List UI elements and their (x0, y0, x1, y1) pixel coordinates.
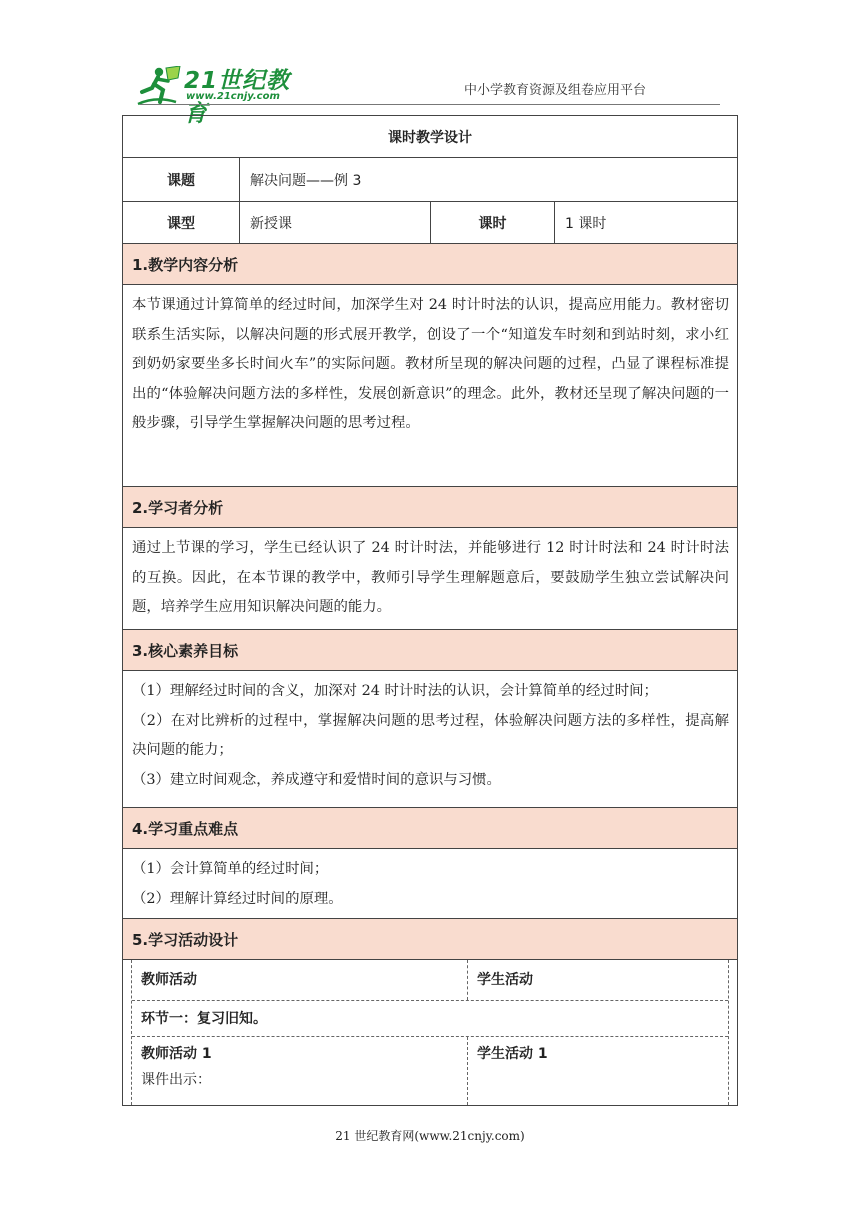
core-literacy-goals (123, 671, 737, 808)
hours-label: 课时 (430, 202, 554, 243)
courseware-label: 课件出示： (141, 1072, 211, 1088)
teacher-activity-header: 教师活动 (141, 972, 197, 988)
step-one-label (132, 1001, 728, 1036)
difficulty-item: （2）理解计算经过时间的原理。 (132, 890, 343, 907)
topic-row (123, 158, 737, 202)
lesson-design-table (122, 115, 738, 1106)
type-row (123, 202, 737, 244)
section-heading: 1.教学内容分析 (132, 255, 239, 274)
teacher-activity-1-title: 教师活动 1 (141, 1046, 212, 1062)
activity-table (131, 960, 729, 1105)
hours-value: 1 课时 (554, 202, 737, 243)
table-title: 课时教学设计 (388, 129, 472, 146)
activity-header-row (132, 960, 728, 1001)
goal-item: （2）在对比辨析的过程中，掌握解决问题的思考过程，体验解决问题方法的多样性，提高解决问题的能力； (132, 712, 729, 758)
section-heading-core-literacy (123, 630, 737, 671)
topic-label: 课题 (167, 172, 195, 189)
student-activity-header: 学生活动 (467, 960, 728, 1000)
step-one-text: 环节一：复习旧知。 (141, 1011, 267, 1027)
logo-url: www.21cnjy.com (186, 91, 280, 102)
section-heading-content-analysis (123, 244, 737, 285)
section-heading: 2.学习者分析 (132, 498, 224, 517)
page-header (0, 0, 860, 127)
logo-text: 21世纪教育 (184, 68, 291, 127)
goal-item: （1）理解经过时间的含义，加深对 24 时计时法的认识，会计算简单的经过时间； (132, 683, 658, 699)
paragraph: 通过上节课的学习，学生已经认识了 24 时计时法，并能够进行 12 时计时法和 24 时计时法的互换。因此，在本节课的教学中，教师引导学生理解题意后，要鼓励学生独立尝试解决问题，培养学生应用知识解决问题的能力。 (132, 540, 729, 615)
difficulty-item: （1）会计算简单的经过时间； (132, 861, 329, 877)
topic-value: 解决问题——例 3 (239, 158, 737, 201)
goal-item: （3）建立时间观念，养成遵守和爱惜时间的意识与习惯。 (132, 771, 501, 788)
teacher-activity-1-cell (132, 1037, 467, 1105)
paragraph: 本节课通过计算简单的经过时间，加深学生对 24 时计时法的认识，提高应用能力。教材密切联系生活实际，以解决问题的形式展开教学，创设了一个“知道发车时刻和到站时刻，求小红到奶奶家要坐多长时间火车”的实际问题。教材所呈现的解决问题的过程，凸显了课程标准提出的“体验解决问题方法的多样性，发展创新意识”的理念。此外，教材还呈现了解决问题的一般步骤，引导学生掌握解决问题的思考过程。 (132, 297, 729, 431)
runner-logo-icon (136, 66, 184, 106)
step-row (132, 1001, 728, 1037)
student-activity-1-title: 学生活动 1 (477, 1046, 548, 1062)
section-heading-learner-analysis (123, 487, 737, 528)
site-logo[interactable] (136, 62, 306, 127)
section-heading-activity-design (123, 919, 737, 960)
type-value: 新授课 (239, 202, 430, 243)
section-heading: 3.核心素养目标 (132, 641, 239, 660)
platform-tagline: 中小学教育资源及组卷应用平台 (464, 83, 647, 98)
page-footer: 21 世纪教育网(www.21cnjy.com) (335, 1129, 525, 1143)
activity-row-1 (132, 1037, 728, 1105)
student-activity-1-cell (467, 1037, 728, 1105)
section-heading: 5.学习活动设计 (132, 930, 239, 949)
section-heading-key-difficulties (123, 808, 737, 849)
learner-analysis-text (123, 528, 737, 630)
table-title-row (123, 116, 737, 158)
section-heading: 4.学习重点难点 (132, 819, 239, 838)
type-label: 课型 (167, 215, 195, 232)
key-difficulties-list (123, 849, 737, 919)
content-analysis-text (123, 285, 737, 487)
header-divider (140, 104, 720, 105)
